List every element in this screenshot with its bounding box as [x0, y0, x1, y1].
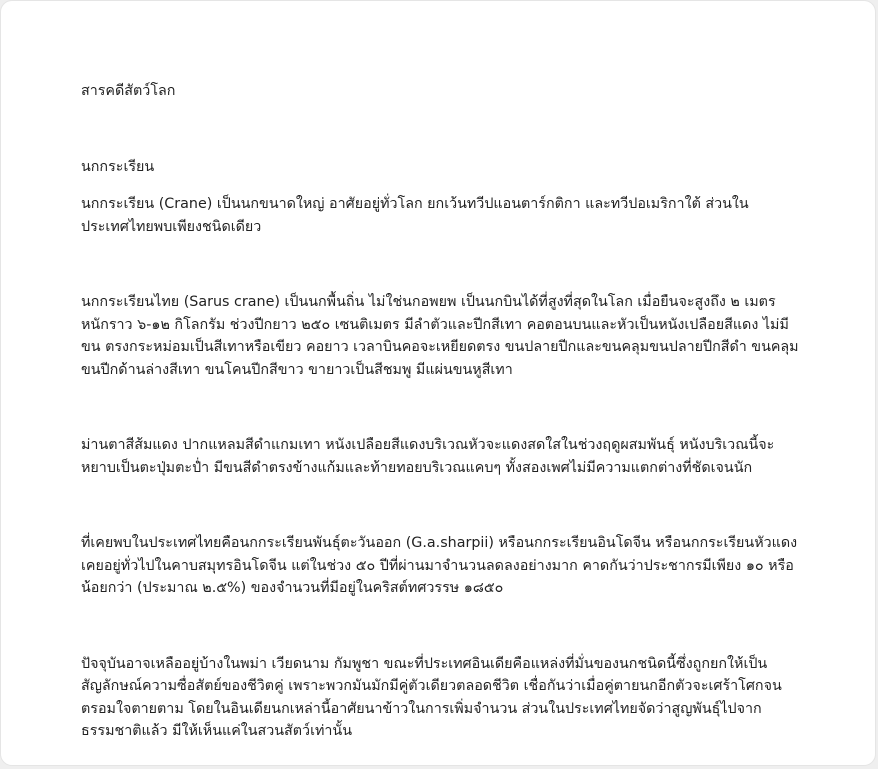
article-body	[81, 80, 803, 743]
section-heading: นกกระเรียน	[81, 158, 155, 175]
document-title: สารคดีสัตว์โลก	[81, 83, 176, 99]
paragraph-intro: นกกระเรียน (Crane) เป็นนกขนาดใหญ่ อาศัยอยู่ทั่วโลก ยกเว้นทวีปแอนตาร์กติกา และทวีปอเมริกาใต้ ส่วนในประเทศไทยพบเพียงชนิดเดียว	[81, 196, 749, 235]
paragraph-distribution: ที่เคยพบในประเทศไทยคือนกกระเรียนพันธุ์ตะวันออก (G.a.sharpii) หรือนกกระเรียนอินโดจีน หรือนกกระเรียนหัวแดง เคยอยู่ทั่วไปในคาบสมุทรอินโดจีน แต่ในช่วง ๕๐ ปีที่ผ่านมาจำนวนลดลงอย่างมาก คาดกันว่าประชากรมีเพียง ๑๐ หรือน้อยกว่า (ประมาณ ๒.๕%) ของจำนวนที่มีอยู่ในคริสต์ทศวรรษ ๑๘๕๐	[81, 535, 798, 596]
paragraph-appearance: ม่านตาสีส้มแดง ปากแหลมสีดำแกมเทา หนังเปลือยสีแดงบริเวณหัวจะแดงสดใสในช่วงฤดูผสมพันธุ์ หนังบริเวณนี้จะหยาบเป็นตะปุ่มตะป่ำ มีขนสีดำตรงข้างแก้มและท้ายทอยบริเวณแคบๆ ทั้งสองเพศไม่มีความแตกต่างที่ชัดเจนนัก	[81, 437, 775, 476]
paragraph-current-status: ปัจจุบันอาจเหลืออยู่บ้างในพม่า เวียดนาม กัมพูชา ขณะที่ประเทศอินเดียคือแหล่งที่มั่นของนกชนิดนี้ซึ่งถูกยกให้เป็นสัญลักษณ์ความซื่อสัตย์ของชีวิตคู่ เพราะพวกมันมักมีคู่ตัวเดียวตลอดชีวิต เชื่อกันว่าเมื่อคู่ตายนกอีกตัวจะเศร้าโศกจนตรอมใจตายตาม โดยในอินเดียนกเหล่านี้อาศัยนาข้าวในการเพิ่มจำนวน ส่วนในประเทศไทยจัดว่าสูญพันธุ์ไปจากธรรมชาติแล้ว มีให้เห็นแค่ในสวนสัตว์เท่านั้น	[81, 655, 782, 739]
paragraph-sarus-crane: นกกระเรียนไทย (Sarus crane) เป็นนกพื้นถิ่น ไม่ใช่นกอพยพ เป็นนกบินได้ที่สูงที่สุดในโลก เมื่อยืนจะสูงถึง ๒ เมตร หนักราว ๖-๑๒ กิโลกรัม ช่วงปีกยาว ๒๕๐ เซนติเมตร มีลำตัวและปีกสีเทา คอตอนบนและหัวเป็นหนังเปลือยสีแดง ไม่มีขน ตรงกระหม่อมเป็นสีเทาหรือเขียว คอยาว เวลาบินคอจะเหยียดตรง ขนปลายปีกและขนคลุมขนปลายปีกสีดำ ขนคลุมขนปีกด้านล่างสีเทา ขนโคนปีกสีขาว ขายาวเป็นสีชมพู มีแผ่นขนหูสีเทา	[81, 294, 799, 378]
